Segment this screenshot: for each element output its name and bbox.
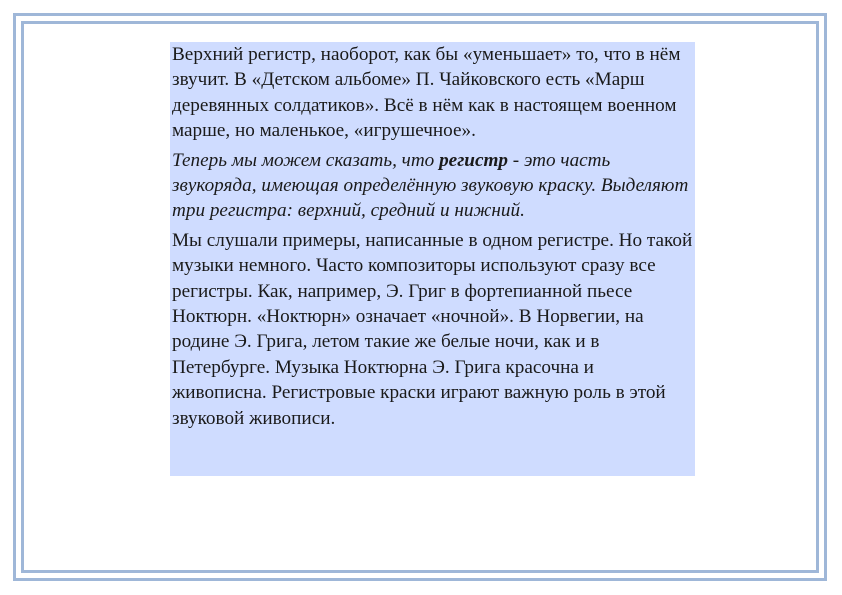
paragraph-grieg-nocturne: Мы слушали примеры, написанные в одном регистре. Но такой музыки немного. Часто композиторы используют сразу все регистры. Как, например, Э. Григ в фортепианной пьесе Ноктюрн. «Ноктюрн» означает «ночной». В Норвегии, на родине Э. Грига, летом такие же белые ночи, как и в Петербурге. Музыка Ноктюрна Э. Грига красочна и живописна. Регистровые краски играют важную роль в этой звуковой живописи. xyxy=(172,229,693,429)
term-register: регистр xyxy=(439,149,508,171)
text-block xyxy=(170,42,695,476)
definition-intro: Теперь мы можем сказать, что xyxy=(172,149,440,171)
paragraph-register-definition xyxy=(172,148,693,224)
paragraph-upper-register: Верхний регистр, наоборот, как бы «уменьшает» то, что в нём звучит. В «Детском альбоме» П. Чайковского есть «Марш деревянных солдатиков». Всё в нём как в настоящем военном марше, но маленькое, «игрушечное». xyxy=(172,44,681,142)
definition-text: - это часть звукоряда, имеющая определённую звуковую краску. Выделяют три регистра: верхний, средний и нижний. xyxy=(172,149,689,222)
